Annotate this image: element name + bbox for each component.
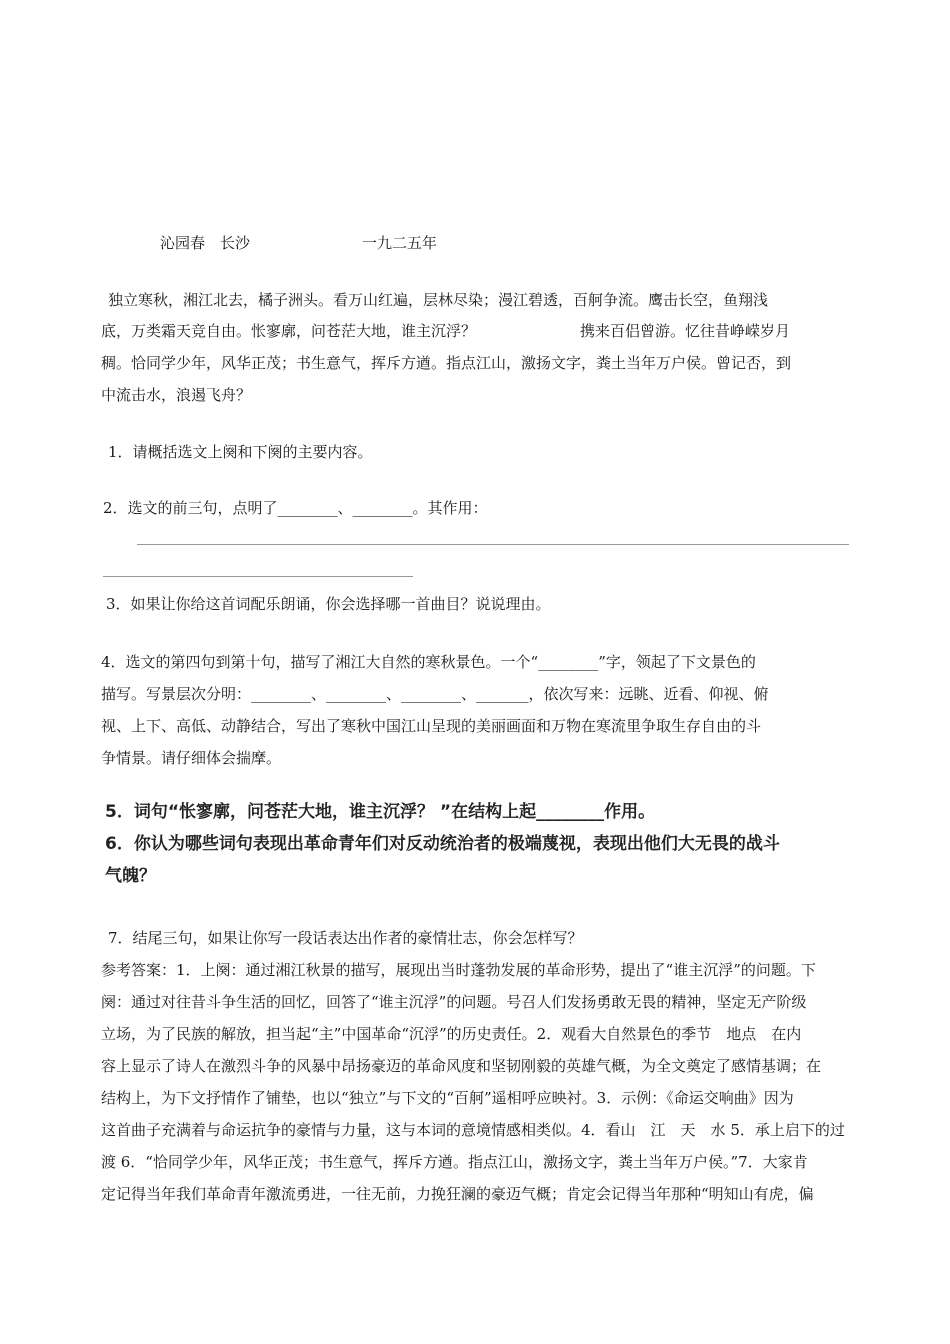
question-1: 1．请概括选文上阕和下阕的主要内容。 — [108, 443, 373, 461]
question-3: 3．如果让你给这首词配乐朗诵，你会选择哪一首曲目？说说理由。 — [106, 595, 551, 613]
answer-line-text: 这首曲子充满着与命运抗争的豪情与力量，这与本词的意境情感相类似。4．看山 江 天 水 5．承上启下的过 — [101, 1121, 845, 1139]
answer-line-text: 立场，为了民族的解放，担当起“主”中国革命“沉浮”的历史责任。2．观看大自然景色的季节 地点 在内 — [101, 1025, 802, 1043]
poem-title: 沁园春 长沙 — [160, 234, 251, 252]
question-6-line: 6．你认为哪些词句表现出革命青年们对反动统治者的极端蔑视，表现出他们大无畏的战斗 — [105, 834, 780, 854]
poem-year: 一九二五年 — [362, 234, 438, 252]
poem-line: 中流击水，浪遏飞舟？ — [101, 386, 252, 404]
question-2: 2．选文的前三句，点明了________、________。其作用： — [103, 499, 488, 517]
poem-line: 稠。恰同学少年，风华正茂；书生意气，挥斥方遒。指点江山，激扬文字，粪土当年万户侯。曾记否，到 — [101, 354, 792, 372]
question-4-line: 4．选文的第四句到第十句，描写了湘江大自然的寒秋景色。一个“________”字，领起了下文景色的 — [101, 653, 756, 671]
question-6-line: 气魄？ — [105, 866, 156, 886]
answer-line — [137, 544, 849, 545]
question-7: 7．结尾三句，如果让你写一段话表达出作者的豪情壮志，你会怎样写？ — [108, 929, 583, 947]
poem-line: 携来百侣曾游。忆往昔峥嵘岁月 — [580, 322, 791, 340]
answer-line-text: 渡 6．“恰同学少年，风华正茂；书生意气，挥斥方遒。指点江山，激扬文字，粪土当年万户侯。”7．大家肯 — [101, 1153, 808, 1171]
answer-line-text: 容上显示了诗人在激烈斗争的风暴中昂扬豪迈的革命风度和坚韧刚毅的英雄气概，为全文奠定了感情基调；在 — [101, 1057, 822, 1075]
poem-line: 底，万类霜天竞自由。怅寥廓，问苍茫大地，谁主沉浮？ — [101, 322, 477, 340]
poem-line: 独立寒秋，湘江北去，橘子洲头。看万山红遍，层林尽染；漫江碧透，百舸争流。鹰击长空，鱼翔浅 — [108, 291, 769, 309]
question-4-line: 视、上下、高低、动静结合，写出了寒秋中国江山呈现的美丽画面和万物在寒流里争取生存自由的斗 — [101, 717, 762, 735]
question-4-line: 描写。写景层次分明：________、________、________、_______，依次写来：远眺、近看、仰视、俯 — [101, 685, 769, 703]
answer-line-text: 参考答案：1．上阕：通过湘江秋景的描写，展现出当时蓬勃发展的革命形势，提出了“谁主沉浮”的问题。下 — [101, 961, 816, 979]
answer-line-text: 阕：通过对往昔斗争生活的回忆，回答了“谁主沉浮”的问题。号召人们发扬勇敢无畏的精神，坚定无产阶级 — [101, 993, 807, 1011]
answer-line-text: 定记得当年我们革命青年激流勇进，一往无前，力挽狂澜的豪迈气概；肯定会记得当年那种“明知山有虎，偏 — [101, 1185, 814, 1203]
question-4-line: 争情景。请仔细体会揣摩。 — [101, 749, 282, 767]
answer-line — [103, 576, 413, 577]
question-5: 5．词句“怅寥廓，问苍茫大地，谁主沉浮？ ”在结构上起________作用。 — [105, 802, 656, 822]
answer-line-text: 结构上，为下文抒情作了铺垫，也以“独立”与下文的“百舸”遥相呼应映衬。3．示例：《命运交响曲》因为 — [101, 1089, 794, 1107]
